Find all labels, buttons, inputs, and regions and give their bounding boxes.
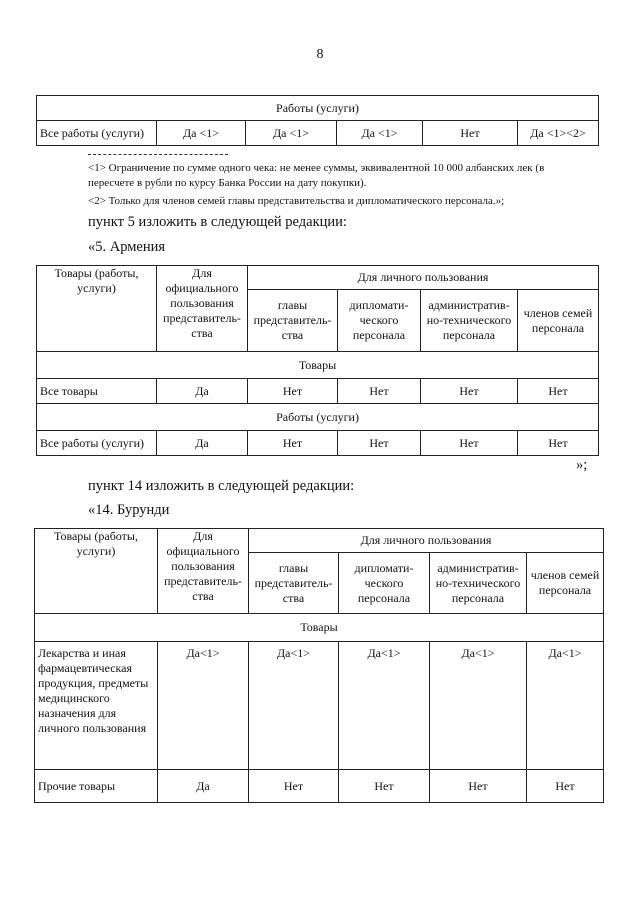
header-personal-use: Для личного пользования (249, 529, 604, 553)
footnote-1b: пересчете в рубли по курсу Банка России на дату покупки). (88, 177, 367, 189)
closing-quote: »; (576, 457, 588, 473)
cell-family: Да <1><2> (518, 121, 599, 146)
row-label: Все товары (37, 379, 157, 404)
cell-admin: Нет (421, 379, 518, 404)
cell-heads: Да <1> (246, 121, 337, 146)
header-official: Для официального пользования представитель- ства (158, 529, 249, 614)
table-armenia (36, 265, 599, 456)
row-label: Лекарства и иная фармацевтическая продукция, предметы медицинского назначения для личного пользования (35, 642, 158, 770)
footnote-1a: <1> Ограничение по сумме одного чека: не менее суммы, эквивалентной 10 000 албанских лек (в (88, 162, 545, 174)
burundi-title: «14. Бурунди (88, 502, 170, 518)
footnote-2: <2> Только для членов семей главы представительства и дипломатического персонала.»; (88, 195, 505, 207)
header-diplo: дипломати- ческого персонала (338, 290, 421, 352)
section-goods-header: Товары (37, 352, 599, 379)
cell-heads: Нет (248, 431, 338, 456)
cell-diplo: Да <1> (337, 121, 423, 146)
cell-diplo: Нет (339, 770, 430, 803)
table-burundi (34, 528, 604, 803)
cell-admin: Нет (423, 121, 518, 146)
cell-official: Да (157, 379, 248, 404)
cell-diplo: Нет (338, 431, 421, 456)
header-official: Для официального пользования представитель- ства (157, 266, 248, 352)
cell-admin: Да<1> (430, 642, 527, 770)
cell-official: Да<1> (158, 642, 249, 770)
cell-family: Да<1> (527, 642, 604, 770)
cell-family: Нет (518, 431, 599, 456)
armenia-title: «5. Армения (88, 239, 166, 255)
cell-diplo: Да<1> (339, 642, 430, 770)
cell-diplo: Нет (338, 379, 421, 404)
header-personal-use: Для личного пользования (248, 266, 599, 290)
row-label: Все работы (услуги) (37, 431, 157, 456)
header-heads: главы представитель- ства (248, 290, 338, 352)
row-label: Прочие товары (35, 770, 158, 803)
header-goods: Товары (работы, услуги) (37, 266, 157, 352)
header-admin: административ- но-технического персонала (421, 290, 518, 352)
cell-admin: Нет (421, 431, 518, 456)
footnote-separator (88, 154, 228, 155)
cell-family: Нет (518, 379, 599, 404)
page-number: 8 (316, 47, 324, 62)
paragraph-item-5: пункт 5 изложить в следующей редакции: (88, 214, 347, 230)
header-family: членов семей персонала (527, 553, 604, 614)
row-label: Все работы (услуги) (37, 121, 157, 146)
section-works-header: Работы (услуги) (37, 404, 599, 431)
header-diplo: дипломати- ческого персонала (339, 553, 430, 614)
cell-admin: Нет (430, 770, 527, 803)
header-admin: административ- но-технического персонала (430, 553, 527, 614)
section-works-header: Работы (услуги) (37, 96, 599, 121)
paragraph-item-14: пункт 14 изложить в следующей редакции: (88, 478, 355, 494)
cell-official: Да <1> (157, 121, 246, 146)
cell-family: Нет (527, 770, 604, 803)
section-goods-header: Товары (35, 614, 604, 642)
cell-heads: Нет (249, 770, 339, 803)
table-continuation (36, 95, 599, 146)
header-family: членов семей персонала (518, 290, 599, 352)
cell-official: Да (158, 770, 249, 803)
cell-heads: Да<1> (249, 642, 339, 770)
cell-heads: Нет (248, 379, 338, 404)
header-heads: главы представитель- ства (249, 553, 339, 614)
header-goods: Товары (работы, услуги) (35, 529, 158, 614)
cell-official: Да (157, 431, 248, 456)
